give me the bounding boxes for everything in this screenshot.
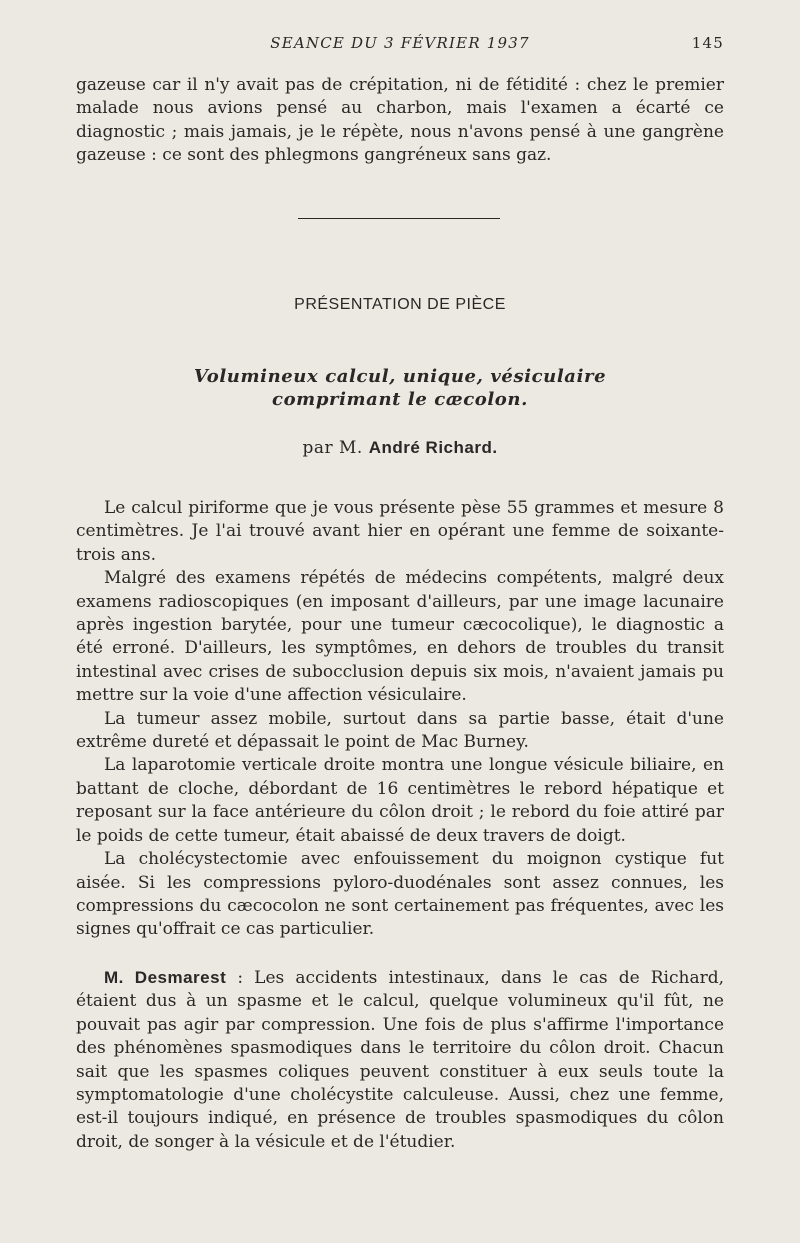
header-title: SEANCE DU 3 FÉVRIER 1937 <box>270 34 530 52</box>
article-title-line-2: comprimant le cæcolon. <box>272 389 528 410</box>
body-paragraph: Le calcul piriforme que je vous présente pèse 55 grammes et mesure 8 centimètres. Je l'ai trouvé avant hier en opérant une femme de soixante-trois ans. <box>76 498 724 565</box>
body-paragraph: La laparotomie verticale droite montra une longue vésicule biliaire, en battant de cloche, débordant de 16 centimètres le rebord hépatique et reposant sur la face antérieure du côlon droit ; le rebord du foie attiré par le poids de cette tumeur, était abaissé de deux travers de doigt. <box>76 755 724 846</box>
discussion-paragraph <box>76 966 724 1154</box>
discussion-block <box>76 966 724 1154</box>
intro-block <box>76 74 724 168</box>
section-heading: PRÉSENTATION DE PIÈCE <box>294 296 506 313</box>
article-body <box>76 497 724 942</box>
byline <box>76 438 724 458</box>
article-title-line-1: Volumineux calcul, unique, vésiculaire <box>193 366 607 387</box>
discussion-speaker: M. Desmarest <box>104 968 227 987</box>
running-header <box>76 34 724 60</box>
body-paragraph: La tumeur assez mobile, surtout dans sa partie basse, était d'une extrême dureté et dépassait le point de Mac Burney. <box>76 708 724 753</box>
article-title <box>76 365 724 411</box>
body-paragraph: La cholécystectomie avec enfouissement du moignon cystique fut aisée. Si les compressions pyloro-duodénales sont assez connues, les compressions du cæcocolon ne sont certainement pas fréquentes, avec les signes qu'offrait ce cas particulier. <box>76 849 724 940</box>
discussion-text: : Les accidents intestinaux, dans le cas de Richard, étaient dus à un spasme et le calcul, quelque volumineux qu'il fût, ne pouvait pas agir par compression. Une fois de plus s'affirme l'importance des phénomènes spasmodiques dans le territoire du côlon droit. Chacun sait que les spasmes coliques peuvent constituer à eux seuls toute la symptomatologie d'une cholécystite calculeuse. Aussi, chez une femme, est-il toujours indiqué, en présence de troubles spasmodiques du côlon droit, de songer à la vésicule et de l'étudier. <box>76 968 724 1152</box>
author-name: André Richard. <box>368 438 498 457</box>
page-number: 145 <box>691 34 724 52</box>
section-divider <box>298 218 500 219</box>
byline-prefix: par M. <box>302 438 363 458</box>
intro-paragraph: gazeuse car il n'y avait pas de crépitation, ni de fétidité : chez le premier malade nous avions pensé au charbon, mais l'examen a écarté ce diagnostic ; mais jamais, je le répète, nous n'avons pensé à une gangrène gazeuse : ce sont des phlegmons gangréneux sans gaz. <box>76 75 724 166</box>
body-paragraph: Malgré des examens répétés de médecins compétents, malgré deux examens radioscopiques (en imposant d'ailleurs, par une image lacunaire après ingestion barytée, pour une tumeur cæcocolique), le diagnostic a été erroné. D'ailleurs, les symptômes, en dehors de troubles du transit intestinal avec crises de subocclusion depuis six mois, n'avaient jamais pu mettre sur la voie d'une affection vésiculaire. <box>76 568 724 706</box>
